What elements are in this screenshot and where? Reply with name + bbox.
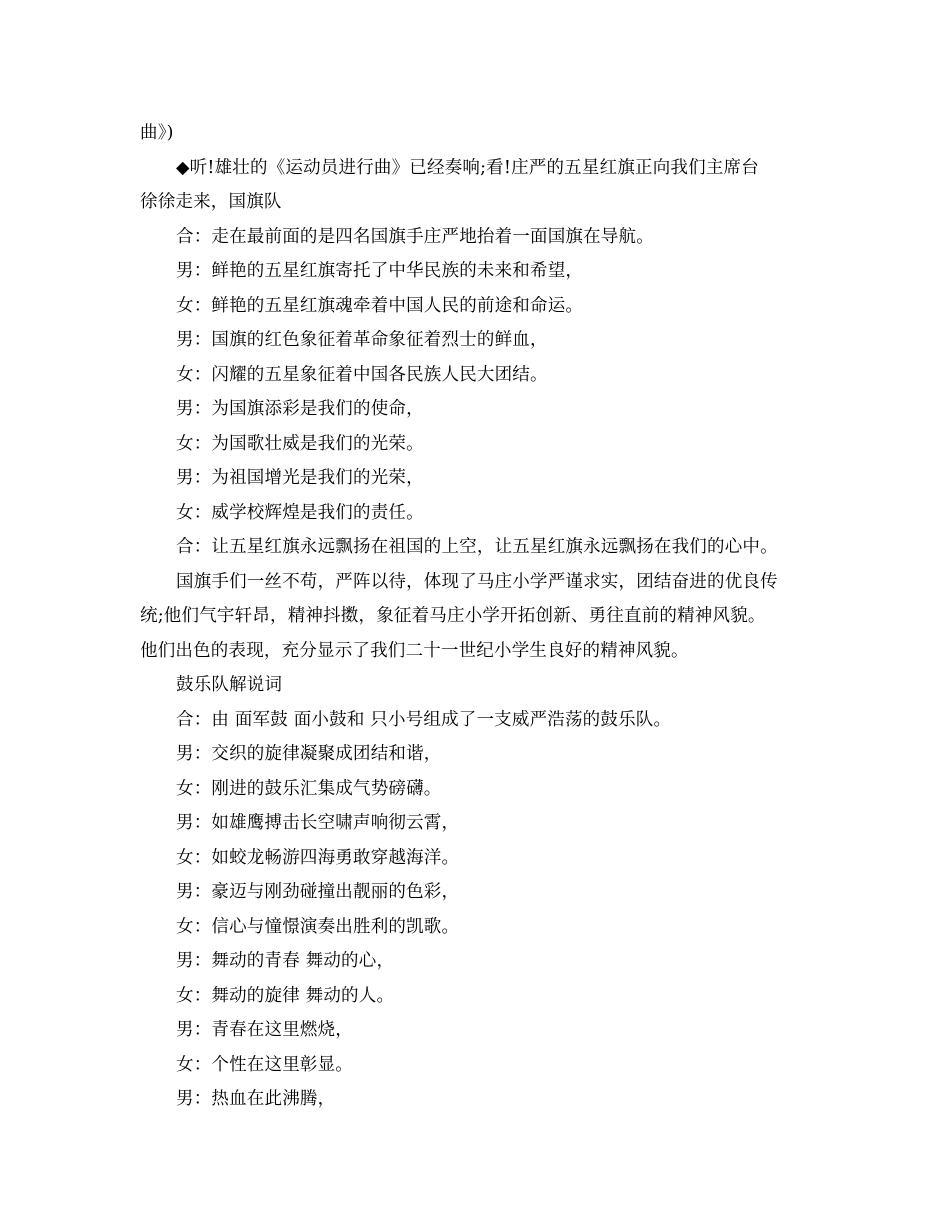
text-line: 男：为祖国增光是我们的光荣， [176,468,424,488]
text-line: 女：威学校辉煌是我们的责任。 [176,502,424,523]
text-line: 女：鲜艳的五星红旗魂牵着中国人民的前途和命运。 [176,295,584,316]
text-line: 徐徐走来，国旗队 [140,192,282,212]
text-line: 女：舞动的旋律 舞动的人。 [176,985,395,1006]
text-line: 男：舞动的青春 舞动的心， [176,951,395,971]
text-line: 女：信心与憧憬演奏出胜利的凯歌。 [176,916,460,937]
text-line: 统;他们气宇轩昂，精神抖擞，象征着马庄小学开拓创新、勇往直前的精神风貌。 [140,606,766,626]
text-line: 合：让五星红旗永远飘扬在祖国的上空，让五星红旗永远飘扬在我们的心中。 [176,537,778,557]
text-line: 男：为国旗添彩是我们的使命， [176,399,424,419]
text-line: 男：如雄鹰搏击长空啸声响彻云霄， [176,813,460,833]
document-body [140,116,820,1117]
text-line: 男：鲜艳的五星红旗寄托了中华民族的未来和希望， [176,261,584,281]
text-line: ◆听!雄壮的《运动员进行曲》已经奏响;看!庄严的五星红旗正向我们主席台 [176,157,759,178]
text-line: 合：由 面军鼓 面小鼓和 只小号组成了一支威严浩荡的鼓乐队。 [176,709,672,730]
text-line: 男：交织的旋律凝聚成团结和谐， [176,744,442,764]
text-line: 女：为国歌壮威是我们的光荣。 [176,433,424,454]
text-line: 曲》) [140,123,174,143]
text-line: 女：刚进的鼓乐汇集成气势磅礴。 [176,778,442,799]
text-line: 男：国旗的红色象征着革命象征着烈士的鲜血， [176,330,548,350]
text-line: 合：走在最前面的是四名国旗手庄严地抬着一面国旗在导航。 [176,226,654,247]
text-line: 男：豪迈与刚劲碰撞出靓丽的色彩， [176,882,460,902]
text-line: 鼓乐队解说词 [176,675,283,695]
text-line: 女：如蛟龙畅游四海勇敢穿越海洋。 [176,847,460,868]
text-line: 男：青春在这里燃烧， [176,1020,353,1040]
text-line: 女：闪耀的五星象征着中国各民族人民大团结。 [176,364,548,385]
text-line: 男：热血在此沸腾， [176,1089,336,1109]
text-line: 女：个性在这里彰显。 [176,1054,353,1075]
text-line: 他们出色的表现，充分显示了我们二十一世纪小学生良好的精神风貌。 [140,640,689,661]
text-line: 国旗手们一丝不苟，严阵以待，体现了马庄小学严谨求实，团结奋进的优良传 [176,571,778,592]
